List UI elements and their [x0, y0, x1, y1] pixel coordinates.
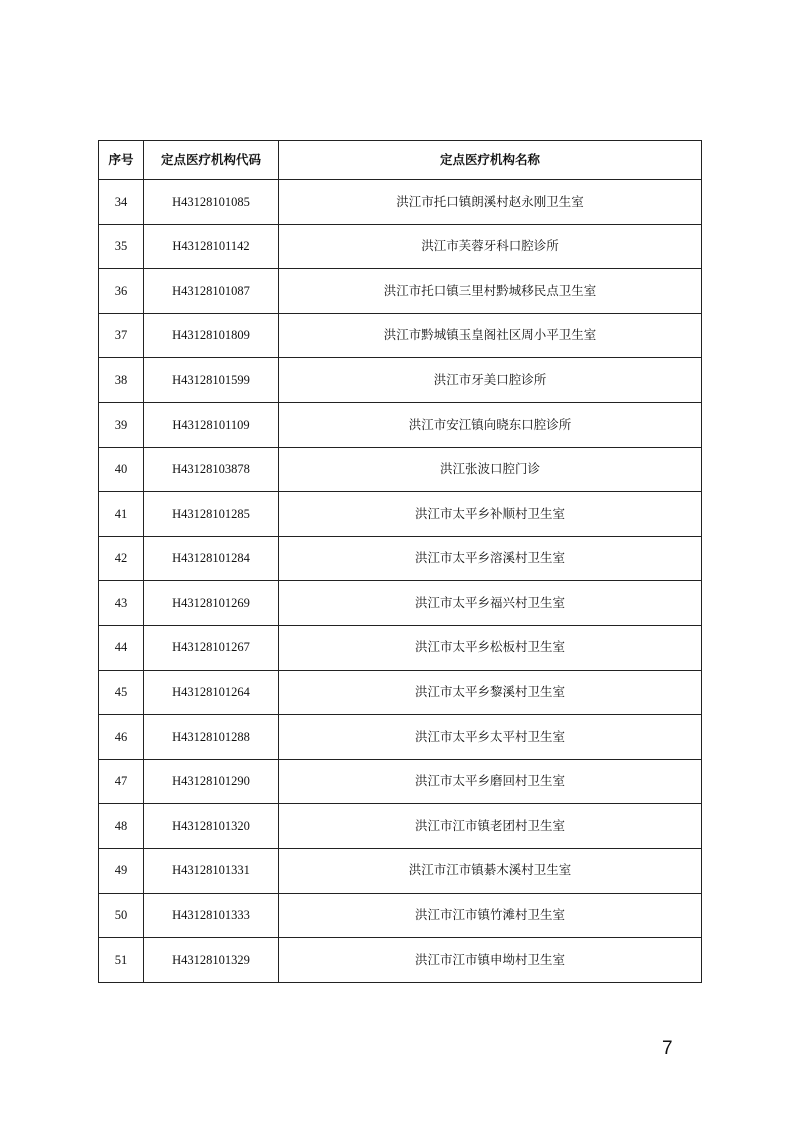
cell-code: H43128101109 — [144, 402, 279, 447]
institution-table — [98, 140, 702, 983]
cell-seq: 50 — [99, 893, 144, 938]
header-row — [99, 141, 702, 180]
cell-seq: 48 — [99, 804, 144, 849]
cell-code: H43128101809 — [144, 313, 279, 358]
cell-code: H43128103878 — [144, 447, 279, 492]
table-row — [99, 804, 702, 849]
cell-name: 洪江市托口镇三里村黔城移民点卫生室 — [279, 269, 702, 314]
table-row — [99, 269, 702, 314]
cell-code: H43128101329 — [144, 938, 279, 983]
cell-code: H43128101331 — [144, 848, 279, 893]
table-body — [99, 180, 702, 983]
cell-name: 洪江市牙美口腔诊所 — [279, 358, 702, 403]
table-row — [99, 358, 702, 403]
table-header — [99, 141, 702, 180]
cell-seq: 49 — [99, 848, 144, 893]
cell-name: 洪江张波口腔门诊 — [279, 447, 702, 492]
cell-code: H43128101269 — [144, 581, 279, 626]
cell-seq: 40 — [99, 447, 144, 492]
table-row — [99, 492, 702, 537]
cell-seq: 36 — [99, 269, 144, 314]
table-row — [99, 715, 702, 760]
cell-code: H43128101290 — [144, 759, 279, 804]
cell-name: 洪江市太平乡磨回村卫生室 — [279, 759, 702, 804]
cell-name: 洪江市太平乡溶溪村卫生室 — [279, 536, 702, 581]
cell-seq: 44 — [99, 625, 144, 670]
cell-seq: 41 — [99, 492, 144, 537]
cell-seq: 42 — [99, 536, 144, 581]
cell-code: H43128101267 — [144, 625, 279, 670]
header-seq: 序号 — [99, 141, 144, 180]
cell-code: H43128101333 — [144, 893, 279, 938]
table-row — [99, 581, 702, 626]
cell-name: 洪江市托口镇朗溪村赵永刚卫生室 — [279, 180, 702, 225]
cell-seq: 47 — [99, 759, 144, 804]
table-row — [99, 848, 702, 893]
cell-code: H43128101284 — [144, 536, 279, 581]
cell-seq: 51 — [99, 938, 144, 983]
cell-name: 洪江市江市镇竹滩村卫生室 — [279, 893, 702, 938]
table-row — [99, 625, 702, 670]
cell-name: 洪江市安江镇向晓东口腔诊所 — [279, 402, 702, 447]
cell-code: H43128101087 — [144, 269, 279, 314]
table-row — [99, 938, 702, 983]
page-number: 7 — [662, 1038, 673, 1059]
table-row — [99, 224, 702, 269]
table-row — [99, 536, 702, 581]
cell-name: 洪江市黔城镇玉皇阁社区周小平卫生室 — [279, 313, 702, 358]
cell-name: 洪江市太平乡松板村卫生室 — [279, 625, 702, 670]
cell-seq: 45 — [99, 670, 144, 715]
cell-name: 洪江市太平乡补顺村卫生室 — [279, 492, 702, 537]
table-row — [99, 893, 702, 938]
cell-code: H43128101599 — [144, 358, 279, 403]
header-name: 定点医疗机构名称 — [279, 141, 702, 180]
cell-seq: 43 — [99, 581, 144, 626]
cell-code: H43128101285 — [144, 492, 279, 537]
cell-name: 洪江市芙蓉牙科口腔诊所 — [279, 224, 702, 269]
cell-seq: 38 — [99, 358, 144, 403]
header-code: 定点医疗机构代码 — [144, 141, 279, 180]
cell-code: H43128101264 — [144, 670, 279, 715]
table-row — [99, 447, 702, 492]
cell-code: H43128101142 — [144, 224, 279, 269]
cell-code: H43128101085 — [144, 180, 279, 225]
table-row — [99, 759, 702, 804]
cell-name: 洪江市江市镇申坳村卫生室 — [279, 938, 702, 983]
table-row — [99, 313, 702, 358]
cell-seq: 37 — [99, 313, 144, 358]
cell-seq: 34 — [99, 180, 144, 225]
table-row — [99, 180, 702, 225]
cell-code: H43128101288 — [144, 715, 279, 760]
cell-name: 洪江市江市镇綦木溪村卫生室 — [279, 848, 702, 893]
cell-name: 洪江市太平乡福兴村卫生室 — [279, 581, 702, 626]
table-row — [99, 402, 702, 447]
cell-seq: 46 — [99, 715, 144, 760]
table-row — [99, 670, 702, 715]
cell-name: 洪江市太平乡黎溪村卫生室 — [279, 670, 702, 715]
cell-name: 洪江市太平乡太平村卫生室 — [279, 715, 702, 760]
cell-seq: 35 — [99, 224, 144, 269]
cell-code: H43128101320 — [144, 804, 279, 849]
cell-seq: 39 — [99, 402, 144, 447]
cell-name: 洪江市江市镇老团村卫生室 — [279, 804, 702, 849]
